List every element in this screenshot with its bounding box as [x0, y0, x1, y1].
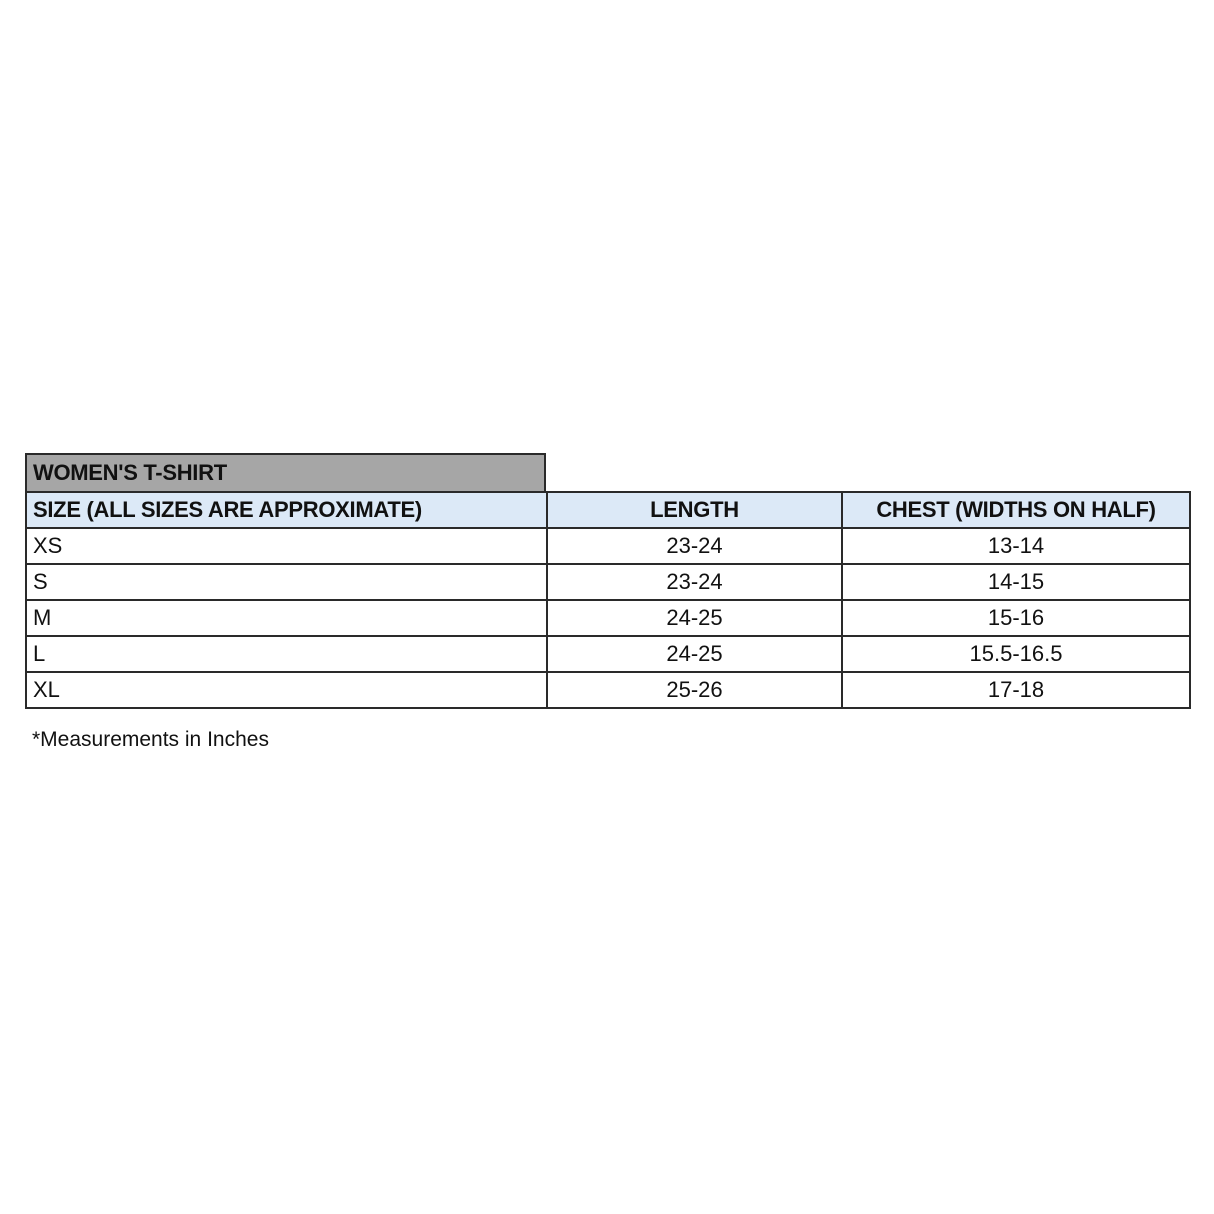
- table-row: [26, 672, 1190, 708]
- size-table: [25, 491, 1191, 709]
- header-chest: CHEST (WIDTHS ON HALF): [842, 492, 1190, 528]
- header-size: SIZE (ALL SIZES ARE APPROXIMATE): [26, 492, 547, 528]
- table-row: [26, 600, 1190, 636]
- size-chart: [25, 453, 1189, 709]
- size-cell: M: [26, 600, 547, 636]
- length-cell: 24-25: [547, 636, 842, 672]
- table-row: [26, 564, 1190, 600]
- chart-title: WOMEN'S T-SHIRT: [25, 453, 546, 491]
- length-cell: 24-25: [547, 600, 842, 636]
- size-cell: XL: [26, 672, 547, 708]
- chest-cell: 15-16: [842, 600, 1190, 636]
- chest-cell: 14-15: [842, 564, 1190, 600]
- chest-cell: 17-18: [842, 672, 1190, 708]
- measurement-footnote: *Measurements in Inches: [32, 728, 269, 751]
- size-cell: S: [26, 564, 547, 600]
- length-cell: 23-24: [547, 564, 842, 600]
- size-cell: L: [26, 636, 547, 672]
- chest-cell: 13-14: [842, 528, 1190, 564]
- length-cell: 23-24: [547, 528, 842, 564]
- table-row: [26, 636, 1190, 672]
- table-row: [26, 528, 1190, 564]
- chest-cell: 15.5-16.5: [842, 636, 1190, 672]
- length-cell: 25-26: [547, 672, 842, 708]
- table-header-row: [26, 492, 1190, 528]
- size-cell: XS: [26, 528, 547, 564]
- header-length: LENGTH: [547, 492, 842, 528]
